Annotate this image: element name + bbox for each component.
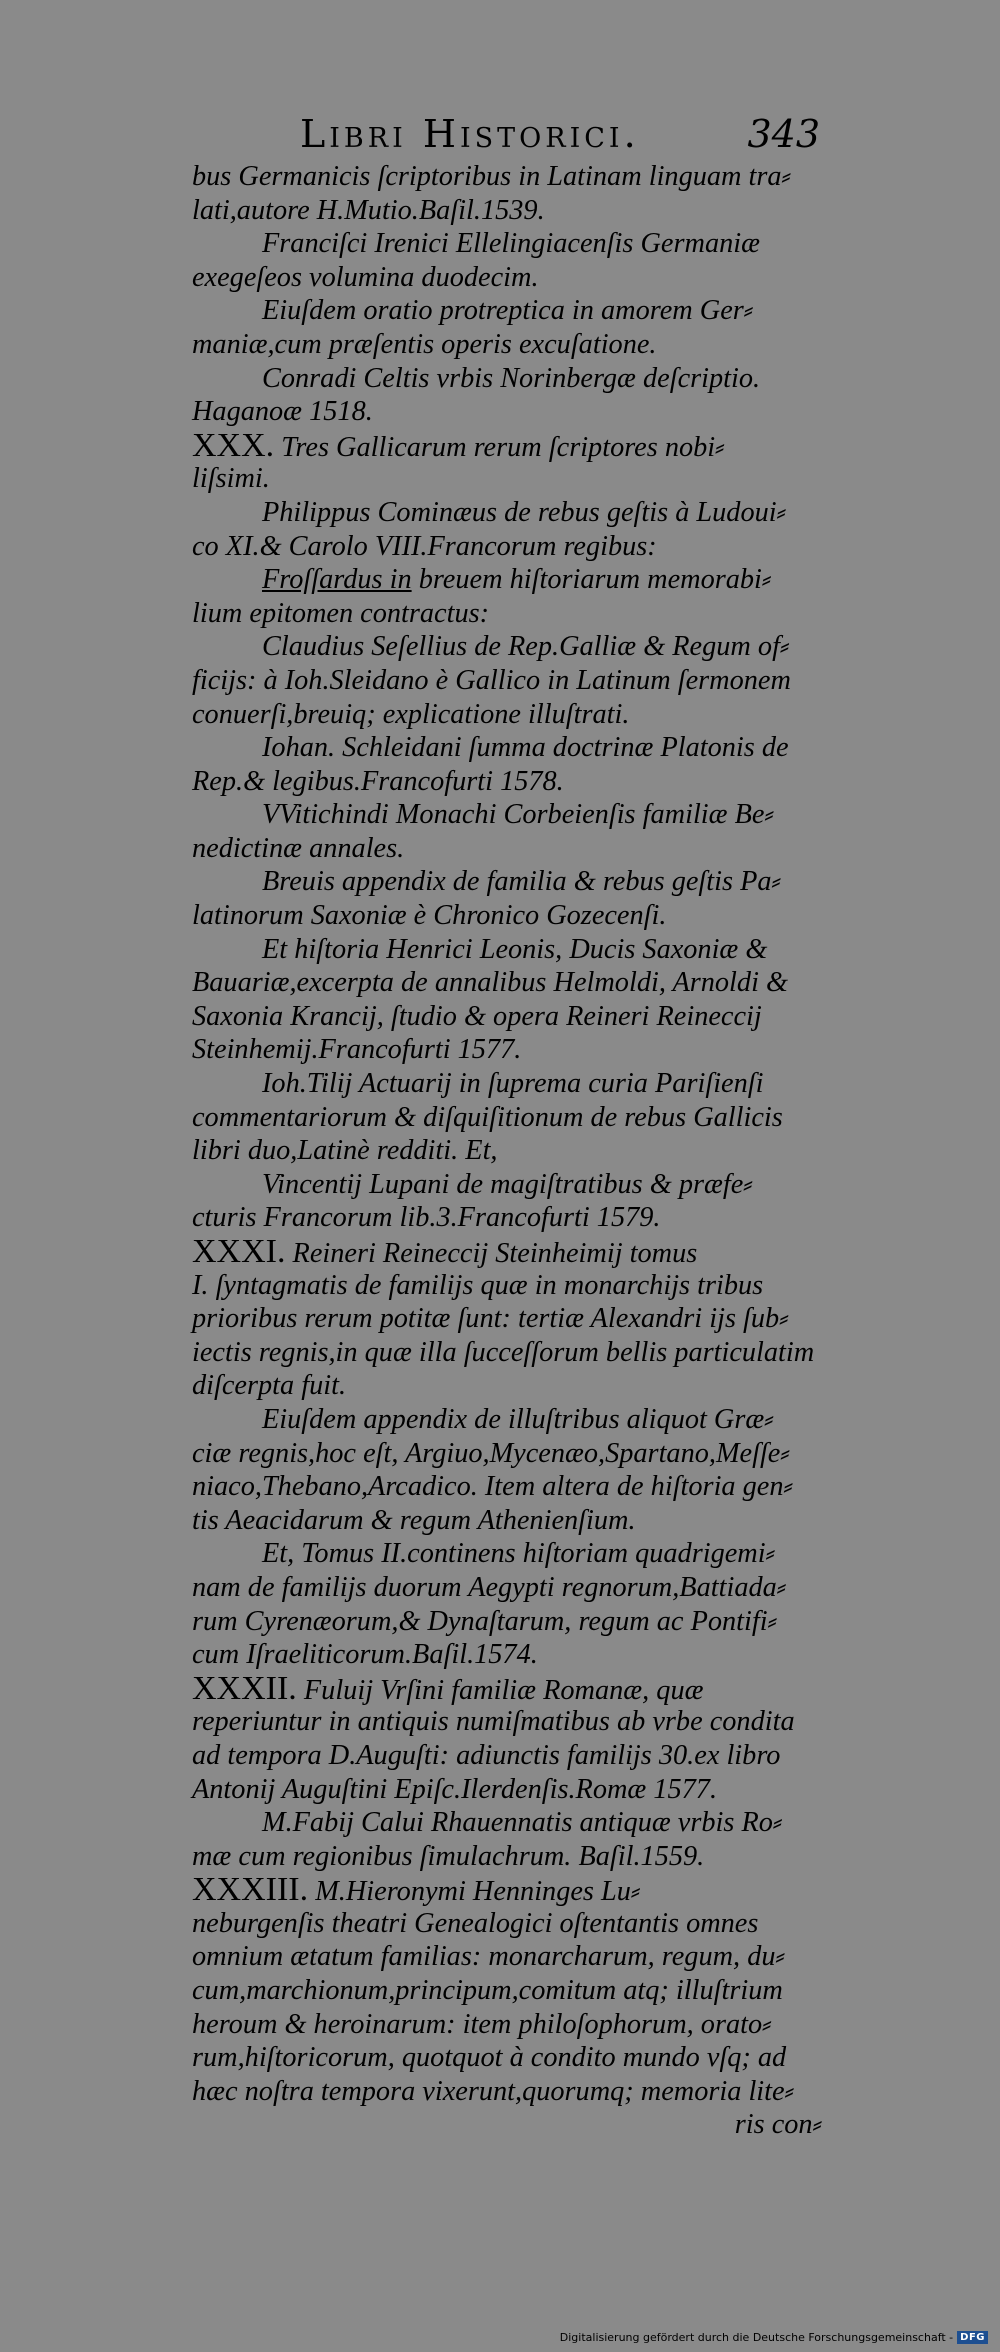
- text-line: [192, 1504, 822, 1538]
- text-line: [192, 1705, 822, 1739]
- line-text: cturis Francorum lib.3.Francofurti 1579.: [192, 1202, 661, 1234]
- text-line: [192, 698, 822, 732]
- line-text: Froſſardus in breuem hiſtoriarum memorabi⸗: [262, 564, 772, 596]
- text-line: [192, 2075, 822, 2109]
- text-line: [192, 194, 822, 228]
- text-line: [192, 227, 822, 261]
- text-line: [192, 1168, 822, 1202]
- text-line: [192, 1302, 822, 1336]
- text-line: [192, 1437, 822, 1471]
- line-text: M.Fabij Calui Rhauennatis antiquæ vrbis Ro⸗: [262, 1807, 783, 1839]
- line-text: Ioh.Tilij Actuarij in ſuprema curia Pariſienſi: [262, 1068, 764, 1100]
- text-line: [192, 395, 822, 429]
- line-text: rum,hiſtoricorum, quotquot à condito mundo vſq; ad: [192, 2042, 787, 2074]
- body-text: [192, 160, 822, 2142]
- line-text: omnium ætatum familias: monarcharum, regum, du⸗: [192, 1941, 785, 1973]
- text-line: [192, 1369, 822, 1403]
- text-line: [192, 731, 822, 765]
- text-line: [192, 1605, 822, 1639]
- text-line: [192, 1403, 822, 1437]
- line-text: Eiuſdem appendix de illuſtribus aliquot Græ⸗: [262, 1403, 774, 1435]
- section-text: Tres Gallicarum rerum ſcriptores nobi⸗: [274, 431, 725, 463]
- text-line: [192, 1470, 822, 1504]
- line-text: Antonij Auguſtini Epiſc.Ilerdenſis.Romæ 1577.: [192, 1773, 718, 1805]
- line-text: neburgenſis theatri Genealogici oſtentantis omnes: [192, 1907, 759, 1939]
- line-text: cum Iſraeliticorum.Baſil.1574.: [192, 1639, 538, 1671]
- line-text: commentariorum & diſquiſitionum de rebus Gallicis: [192, 1101, 783, 1133]
- text-line: [192, 2041, 822, 2075]
- line-text: libri duo,Latinè redditi. Et,: [192, 1135, 498, 1167]
- section-text: Reineri Reineccij Steinheimij tomus: [285, 1238, 698, 1269]
- line-text: Vincentij Lupani de magiſtratibus & præfe⸗: [262, 1168, 753, 1200]
- line-text: Et hiſtoria Henrici Leonis, Ducis Saxoniæ &: [262, 933, 768, 965]
- text-line: [192, 462, 822, 496]
- line-text: Iohan. Schleidani ſumma doctrinæ Platonis de: [262, 732, 789, 764]
- text-line: [192, 832, 822, 866]
- text-line: [192, 1101, 822, 1135]
- text-line: [192, 1000, 822, 1034]
- page-header: [300, 112, 820, 156]
- text-line: [192, 1336, 822, 1370]
- line-text: ciæ regnis,hoc eſt, Argiuo,Mycenæo,Spartano,Meſſe⸗: [192, 1437, 790, 1469]
- line-text: Rep.& legibus.Francofurti 1578.: [192, 765, 564, 797]
- text-line: [192, 1907, 822, 1941]
- line-text: tis Aeacidarum & regum Athenienſium.: [192, 1504, 636, 1536]
- text-line: [192, 597, 822, 631]
- text-line: [192, 1974, 822, 2008]
- line-text: lati,autore H.Mutio.Baſil.1539.: [192, 194, 545, 226]
- text-line: [192, 160, 822, 194]
- line-text: Et, Tomus II.continens hiſtoriam quadrigemi⸗: [262, 1538, 776, 1570]
- line-text: heroum & heroinarum: item philoſophorum, orato⸗: [192, 2008, 772, 2040]
- line-text: Haganoæ 1518.: [192, 396, 373, 428]
- text-line: [192, 1269, 822, 1303]
- line-text: nam de familijs duorum Aegypti regnorum,Battiada⸗: [192, 1571, 787, 1603]
- text-line: [192, 1235, 822, 1269]
- section-number: XXXIII.: [192, 1871, 309, 1909]
- text-line: [192, 1638, 822, 1672]
- line-text: latinorum Saxoniæ è Chronico Gozecenſi.: [192, 900, 667, 932]
- line-text: hæc noſtra tempora vixerunt,quorumq; memoria lite⸗: [192, 2075, 795, 2107]
- line-text: mæ cum regionibus ſimulachrum. Baſil.1559.: [192, 1840, 705, 1872]
- text-line: [192, 899, 822, 933]
- line-text: ficijs: à Ioh.Sleidano è Gallico in Latinum ſermonem: [192, 664, 791, 696]
- line-text: Conradi Celtis vrbis Norinbergæ deſcriptio.: [262, 362, 761, 394]
- section-number: XXXII.: [192, 1669, 297, 1707]
- text-line: [192, 1033, 822, 1067]
- line-text: iectis regnis,in quæ illa ſucceſſorum bellis particulatim: [192, 1336, 815, 1368]
- text-line: [192, 1773, 822, 1807]
- text-line: [192, 1669, 822, 1707]
- text-line: [192, 865, 822, 899]
- text-line: [192, 328, 822, 362]
- text-line: [192, 933, 822, 967]
- text-line: [192, 765, 822, 799]
- line-text: Bauariæ,excerpta de annalibus Helmoldi, Arnoldi &: [192, 967, 789, 999]
- text-line: [192, 362, 822, 396]
- page-number: 343: [747, 112, 820, 156]
- line-text: niaco,Thebano,Arcadico. Item altera de hiſtoria gen⸗: [192, 1471, 793, 1503]
- text-line: [192, 1739, 822, 1773]
- section-number: XXXI.: [192, 1233, 286, 1270]
- text-line: [192, 1067, 822, 1101]
- section-number: XXX.: [192, 426, 275, 464]
- line-text: liſsimi.: [192, 463, 270, 495]
- section-text: M.Hieronymi Henninges Lu⸗: [308, 1876, 641, 1908]
- dfg-logo: DFG: [957, 2331, 988, 2344]
- text-line: [192, 630, 822, 664]
- line-text: maniæ,cum præſentis operis excuſatione.: [192, 328, 657, 360]
- line-text: Philippus Cominæus de rebus geſtis à Ludoui⸗: [262, 496, 787, 528]
- line-text: reperiuntur in antiquis numiſmatibus ab vrbe condita: [192, 1706, 795, 1738]
- running-title: Libri Historici.: [300, 112, 640, 156]
- line-text: Eiuſdem oratio protreptica in amorem Ger⸗: [262, 295, 754, 327]
- line-text: exegeſeos volumina duodecim.: [192, 261, 539, 293]
- text-line: [192, 966, 822, 1000]
- text-line: [192, 2008, 822, 2042]
- line-text: ad tempora D.Auguſti: adiunctis familijs 30.ex libro: [192, 1739, 781, 1771]
- text-line: [192, 530, 822, 564]
- line-text: Steinhemij.Francofurti 1577.: [192, 1034, 522, 1066]
- line-text: bus Germanicis ſcriptoribus in Latinam linguam tra⸗: [192, 161, 791, 192]
- line-text: Breuis appendix de familia & rebus geſtis Pa⸗: [262, 866, 781, 898]
- text-line: [192, 1840, 822, 1874]
- line-text: Claudius Seſellius de Rep.Galliæ & Regum of⸗: [262, 631, 790, 663]
- text-line: [192, 563, 822, 597]
- text-line: [192, 1940, 822, 1974]
- text-line: [192, 294, 822, 328]
- line-text: lium epitomen contractus:: [192, 597, 490, 629]
- text-line: [192, 261, 822, 295]
- text-line: [192, 798, 822, 832]
- line-text: I. ſyntagmatis de familijs quæ in monarchijs tribus: [192, 1269, 764, 1301]
- text-line: [192, 1806, 822, 1840]
- line-text: diſcerpta fuit.: [192, 1370, 347, 1402]
- footer-credit: [560, 2331, 988, 2344]
- text-line: [192, 426, 822, 464]
- section-text: Fuluij Vrſini familiæ Romanæ, quæ: [296, 1674, 704, 1706]
- line-text: co XI.& Carolo VIII.Francorum regibus:: [192, 530, 657, 562]
- text-line: [192, 2108, 822, 2142]
- line-text: Saxonia Krancij, ſtudio & opera Reineri Reineccij: [192, 1000, 762, 1032]
- line-text: Franciſci Irenici Ellelingiacenſis Germaniæ: [262, 228, 760, 260]
- line-text: ris con⸗: [734, 2109, 822, 2141]
- line-text: nedictinæ annales.: [192, 832, 405, 864]
- line-text: cum,marchionum,principum,comitum atq; illuſtrium: [192, 1975, 783, 2007]
- text-line: [192, 1134, 822, 1168]
- text-line: [192, 664, 822, 698]
- line-text: rum Cyrenæorum,& Dynaſtarum, regum ac Pontifi⸗: [192, 1605, 778, 1637]
- text-line: [192, 1873, 822, 1907]
- text-line: [192, 496, 822, 530]
- line-text: VVitichindi Monachi Corbeienſis familiæ Be⸗: [262, 799, 774, 831]
- line-text: prioribus rerum potitæ ſunt: tertiæ Alexandri ijs ſub⸗: [192, 1303, 789, 1335]
- footer-text: Digitalisierung gefördert durch die Deutsche Forschungsgemeinschaft -: [559, 2331, 954, 2344]
- text-line: [192, 1201, 822, 1235]
- text-line: [192, 1571, 822, 1605]
- text-line: [192, 1537, 822, 1571]
- line-text: conuerſi,breuiq; explicatione illuſtrati.: [192, 698, 630, 730]
